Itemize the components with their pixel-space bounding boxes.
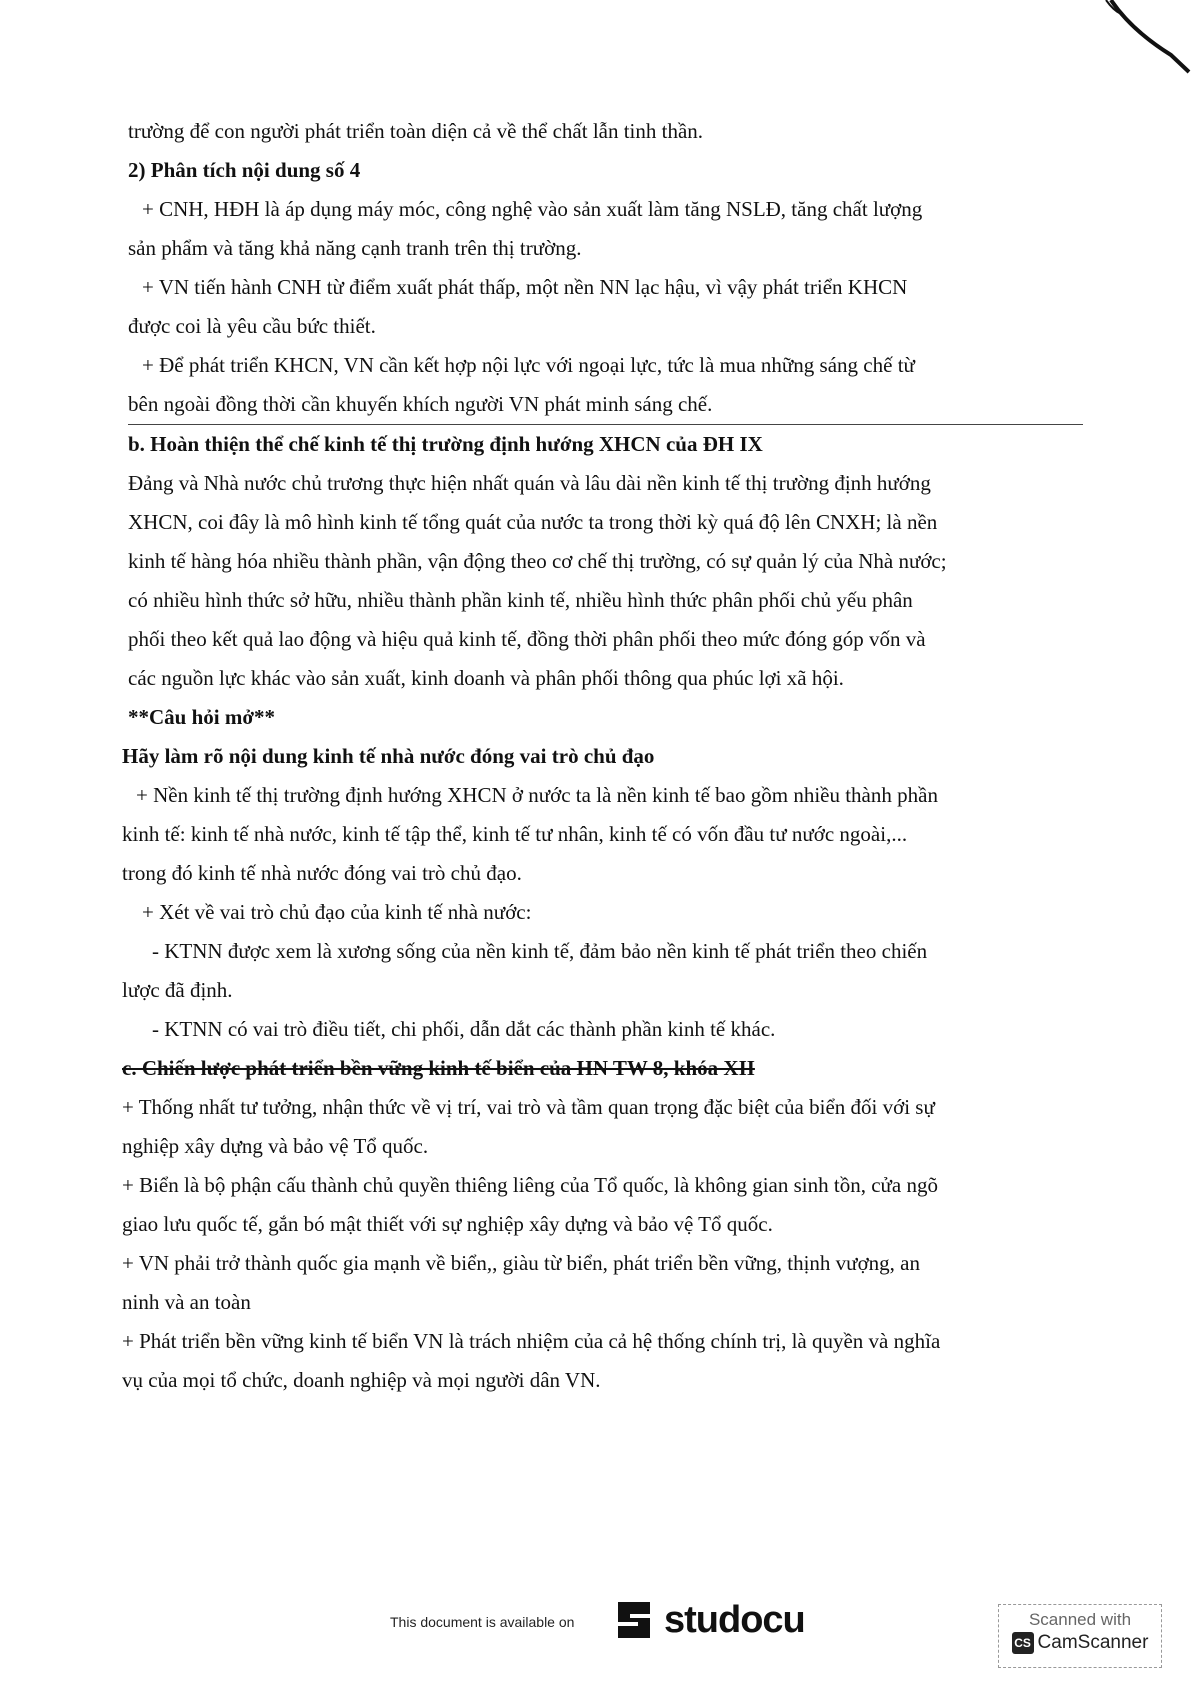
text-line: bên ngoài đồng thời cần khuyến khích người VN phát minh sáng chế. <box>128 392 713 416</box>
text-line: giao lưu quốc tế, gắn bó mật thiết với sự nghiệp xây dựng và bảo vệ Tổ quốc. <box>122 1212 773 1236</box>
availability-text: This document is available on <box>390 1614 575 1630</box>
text-line: phối theo kết quả lao động và hiệu quả kinh tế, đồng thời phân phối theo mức đóng góp vốn và <box>128 627 926 651</box>
text-line: XHCN, coi đây là mô hình kinh tế tổng quát của nước ta trong thời kỳ quá độ lên CNXH; là nền <box>128 510 938 534</box>
text-line: được coi là yêu cầu bức thiết. <box>128 314 376 338</box>
text-line: - KTNN có vai trò điều tiết, chi phối, dẫn dắt các thành phần kinh tế khác. <box>152 1017 776 1041</box>
text-line: Đảng và Nhà nước chủ trương thực hiện nhất quán và lâu dài nền kinh tế thị trường định hướng <box>128 471 931 495</box>
text-line: nghiệp xây dựng và bảo vệ Tổ quốc. <box>122 1134 429 1158</box>
studocu-logo[interactable] <box>610 1596 805 1644</box>
text-line: lược đã định. <box>122 978 233 1002</box>
studocu-icon <box>610 1596 658 1644</box>
text-line: + Nền kinh tế thị trường định hướng XHCN ở nước ta là nền kinh tế bao gồm nhiều thành phần <box>136 783 938 807</box>
text-line: sản phẩm và tăng khả năng cạnh tranh trên thị trường. <box>128 236 582 260</box>
text-line: các nguồn lực khác vào sản xuất, kinh doanh và phân phối thông qua phúc lợi xã hội. <box>128 666 844 690</box>
question-heading: Hãy làm rõ nội dung kinh tế nhà nước đóng vai trò chủ đạo <box>122 744 655 768</box>
section-heading: c. Chiến lược phát triển bền vững kinh tế biển của HN TW 8, khóa XII <box>122 1056 755 1080</box>
text-line: trong đó kinh tế nhà nước đóng vai trò chủ đạo. <box>122 861 522 885</box>
text-line: có nhiều hình thức sở hữu, nhiều thành phần kinh tế, nhiều hình thức phân phối chủ yếu phân <box>128 588 913 612</box>
text-line: - KTNN được xem là xương sống của nền kinh tế, đảm bảo nền kinh tế phát triển theo chiến <box>152 939 928 963</box>
text-line: + Để phát triển KHCN, VN cần kết hợp nội lực với ngoại lực, tức là mua những sáng chế từ <box>142 353 915 377</box>
section-heading: 2) Phân tích nội dung số 4 <box>128 158 361 182</box>
section-heading: b. Hoàn thiện thể chế kinh tế thị trường định hướng XHCN của ĐH IX <box>128 432 763 456</box>
scanned-with-label: Scanned with <box>1028 1610 1132 1629</box>
camscanner-name: CamScanner <box>1037 1632 1149 1653</box>
text-line: + VN phải trở thành quốc gia mạnh về biển,, giàu từ biển, phát triển bền vững, thịnh vượng, an <box>122 1251 920 1275</box>
document-body <box>122 112 1083 1400</box>
text-line: + Xét về vai trò chủ đạo của kinh tế nhà nước: <box>142 900 532 924</box>
text-line: kinh tế: kinh tế nhà nước, kinh tế tập thể, kinh tế tư nhân, kinh tế có vốn đầu tư nước ngoài,... <box>122 822 908 846</box>
camscanner-badge <box>998 1604 1162 1668</box>
section-heading: **Câu hỏi mở** <box>128 705 275 729</box>
text-line: + VN tiến hành CNH từ điểm xuất phát thấp, một nền NN lạc hậu, vì vậy phát triển KHCN <box>142 275 908 299</box>
text-line: + Phát triển bền vững kinh tế biển VN là trách nhiệm của cả hệ thống chính trị, là quyền và nghĩa <box>122 1329 941 1353</box>
text-line: + Biển là bộ phận cấu thành chủ quyền thiêng liêng của Tổ quốc, là không gian sinh tồn, cửa ngõ <box>122 1173 938 1197</box>
text-line: ninh và an toàn <box>122 1290 251 1314</box>
corner-scan-artifact <box>1051 0 1191 90</box>
text-line: trường để con người phát triển toàn diện cả về thể chất lẫn tinh thần. <box>128 119 704 143</box>
text-line: vụ của mọi tổ chức, doanh nghiệp và mọi người dân VN. <box>122 1368 601 1392</box>
studocu-wordmark: studocu <box>664 1598 805 1641</box>
text-line: kinh tế hàng hóa nhiều thành phần, vận động theo cơ chế thị trường, có sự quản lý của Nhà nước; <box>128 549 947 573</box>
camscanner-icon: CS <box>1012 1632 1034 1654</box>
text-line: + CNH, HĐH là áp dụng máy móc, công nghệ vào sản xuất làm tăng NSLĐ, tăng chất lượng <box>142 197 923 221</box>
text-line: + Thống nhất tư tưởng, nhận thức về vị trí, vai trò và tầm quan trọng đặc biệt của biển đối với sự <box>122 1095 935 1119</box>
